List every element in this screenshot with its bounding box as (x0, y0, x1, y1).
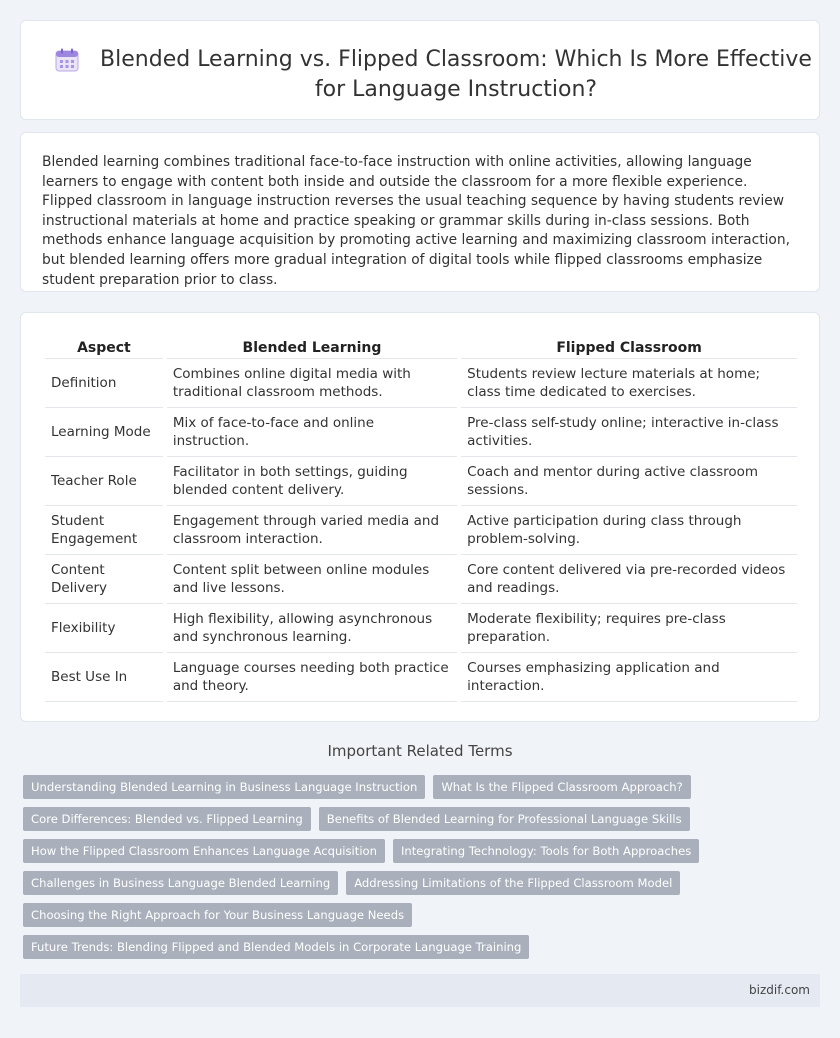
flipped-cell: Courses emphasizing application and interaction. (461, 653, 797, 702)
related-term-link[interactable]: Challenges in Business Language Blended Learning (23, 871, 338, 895)
table-row (45, 653, 797, 702)
related-term-link[interactable]: Understanding Blended Learning in Business Language Instruction (23, 775, 425, 799)
blended-cell: Facilitator in both settings, guiding blended content delivery. (167, 457, 457, 506)
tag-row (23, 775, 823, 799)
related-term-link[interactable]: Benefits of Blended Learning for Professional Language Skills (319, 807, 690, 831)
intro-paragraph: Blended learning combines traditional face-to-face instruction with online activities, allowing language learners to engage with content both inside and outside the classroom for a more flexible experience. Flipped classroom in language instruction reverses the usual teaching sequence by having students review instructional materials at home and practice speaking or grammar skills during in-class sessions. Both methods enhance language acquisition by promoting active learning and maximizing classroom interaction, but blended learning offers more gradual integration of digital tools while flipped classrooms emphasize student preparation prior to class. (42, 154, 791, 288)
blended-cell: Mix of face-to-face and online instruction. (167, 408, 457, 457)
tag-row (23, 839, 823, 863)
flipped-cell: Pre-class self-study online; interactive in-class activities. (461, 408, 797, 457)
aspect-cell: Flexibility (45, 604, 163, 653)
aspect-cell: Definition (45, 359, 163, 408)
table-row (45, 359, 797, 408)
blended-cell: Engagement through varied media and classroom interaction. (167, 506, 457, 555)
related-terms-list (23, 775, 823, 967)
flipped-cell: Students review lecture materials at home; class time dedicated to exercises. (461, 359, 797, 408)
blended-cell: High flexibility, allowing asynchronous and synchronous learning. (167, 604, 457, 653)
blended-cell: Language courses needing both practice and theory. (167, 653, 457, 702)
flipped-cell: Moderate flexibility; requires pre-class preparation. (461, 604, 797, 653)
blended-cell: Combines online digital media with traditional classroom methods. (167, 359, 457, 408)
table-row (45, 408, 797, 457)
page-title: Blended Learning vs. Flipped Classroom: Which Is More Effective for Language Instruction? (100, 47, 812, 102)
footer (20, 974, 820, 1007)
related-term-link[interactable]: Future Trends: Blending Flipped and Blended Models in Corporate Language Training (23, 935, 529, 959)
aspect-cell: Teacher Role (45, 457, 163, 506)
related-term-link[interactable]: Core Differences: Blended vs. Flipped Learning (23, 807, 311, 831)
tag-row (23, 935, 823, 959)
aspect-cell: Learning Mode (45, 408, 163, 457)
header-flipped-classroom: Flipped Classroom (461, 333, 797, 359)
calendar-icon (54, 47, 80, 73)
header-blended-learning: Blended Learning (167, 333, 457, 359)
comparison-table (41, 333, 801, 702)
header-card (20, 20, 820, 120)
intro-card (20, 132, 820, 292)
tag-row (23, 871, 823, 895)
table-header-row (45, 333, 797, 359)
table-row (45, 457, 797, 506)
flipped-cell: Core content delivered via pre-recorded videos and readings. (461, 555, 797, 604)
aspect-cell: Student Engagement (45, 506, 163, 555)
tag-row (23, 807, 823, 831)
comparison-card (20, 312, 820, 722)
aspect-cell: Best Use In (45, 653, 163, 702)
flipped-cell: Coach and mentor during active classroom sessions. (461, 457, 797, 506)
table-row (45, 604, 797, 653)
related-term-link[interactable]: Addressing Limitations of the Flipped Classroom Model (346, 871, 680, 895)
related-term-link[interactable]: What Is the Flipped Classroom Approach? (433, 775, 690, 799)
related-terms-heading: Important Related Terms (327, 742, 513, 760)
related-term-link[interactable]: How the Flipped Classroom Enhances Language Acquisition (23, 839, 385, 863)
flipped-cell: Active participation during class through problem-solving. (461, 506, 797, 555)
header-aspect: Aspect (45, 333, 163, 359)
aspect-cell: Content Delivery (45, 555, 163, 604)
table-row (45, 555, 797, 604)
table-row (45, 506, 797, 555)
blended-cell: Content split between online modules and live lessons. (167, 555, 457, 604)
tag-row (23, 903, 823, 927)
related-term-link[interactable]: Choosing the Right Approach for Your Business Language Needs (23, 903, 412, 927)
related-term-link[interactable]: Integrating Technology: Tools for Both Approaches (393, 839, 699, 863)
footer-site-name: bizdif.com (749, 983, 810, 997)
